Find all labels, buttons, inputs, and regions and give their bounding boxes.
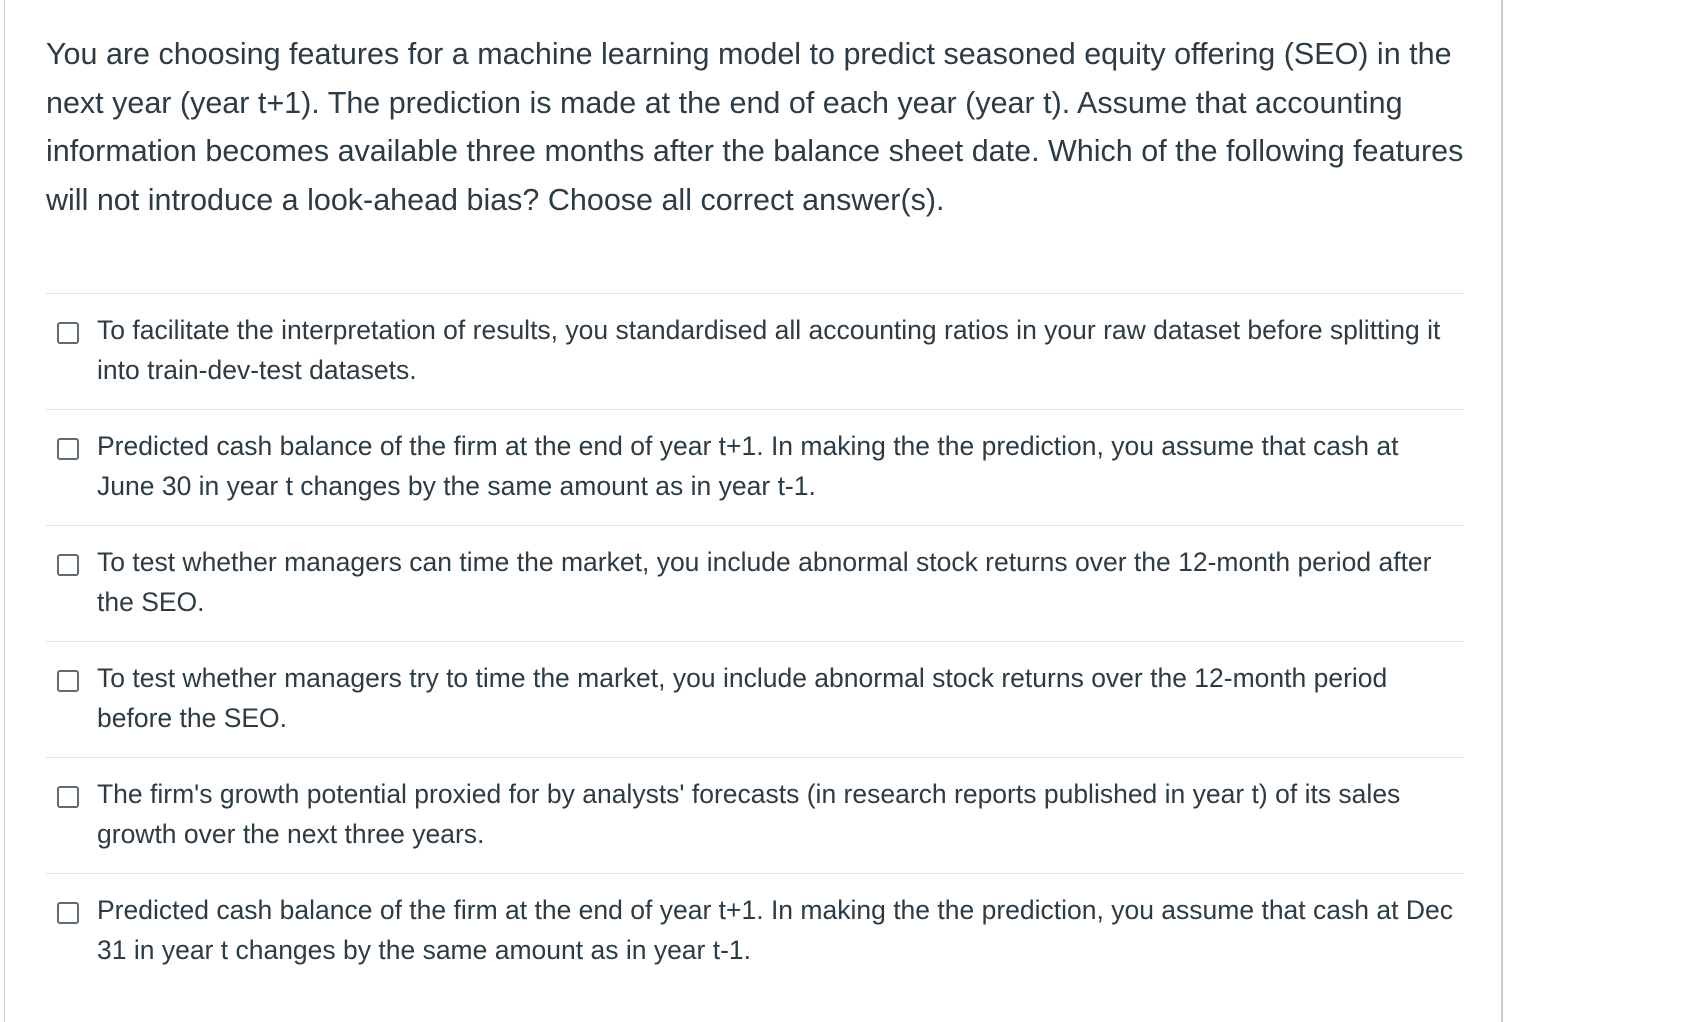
answer-label-5[interactable]: The firm's growth potential proxied for by analysts' forecasts (in research reports published in year t) of its sales growth over the next three years. [97, 779, 1401, 849]
checkbox-2[interactable] [57, 438, 79, 460]
checkbox-1[interactable] [57, 322, 79, 344]
answer-label-2[interactable]: Predicted cash balance of the firm at the end of year t+1. In making the the prediction, you assume that cash at June 30 in year t changes by the same amount as in year t-1. [97, 431, 1399, 501]
checkbox-6[interactable] [57, 902, 79, 924]
question-text: You are choosing features for a machine learning model to predict seasoned equity offering (SEO) in the next year (year t+1). The prediction is made at the end of each year (year t). Assume that accounting information becomes available three months after the balance sheet date. Which of the following features will not introduce a look-ahead bias? Choose all correct answer(s). [46, 37, 1464, 217]
answer-label-3[interactable]: To test whether managers can time the market, you include abnormal stock returns over the 12-month period after the SEO. [97, 547, 1432, 617]
answer-option-1[interactable] [46, 293, 1464, 409]
checkbox-3[interactable] [57, 554, 79, 576]
answer-label-1[interactable]: To facilitate the interpretation of results, you standardised all accounting ratios in your raw dataset before splitting it into train-dev-test datasets. [97, 315, 1441, 385]
answer-option-6[interactable] [46, 873, 1464, 977]
answer-label-4[interactable]: To test whether managers try to time the market, you include abnormal stock returns over the 12-month period before the SEO. [97, 663, 1388, 733]
frame-right-border [1501, 0, 1503, 1022]
answer-option-5[interactable] [46, 757, 1464, 873]
answer-option-4[interactable] [46, 641, 1464, 757]
frame-left-border [4, 0, 5, 1022]
answer-option-2[interactable] [46, 409, 1464, 525]
answer-list [46, 293, 1464, 977]
checkbox-4[interactable] [57, 670, 79, 692]
answer-option-3[interactable] [46, 525, 1464, 641]
answer-label-6[interactable]: Predicted cash balance of the firm at the end of year t+1. In making the the prediction, you assume that cash at Dec 31 in year t changes by the same amount as in year t-1. [97, 895, 1453, 965]
checkbox-5[interactable] [57, 786, 79, 808]
